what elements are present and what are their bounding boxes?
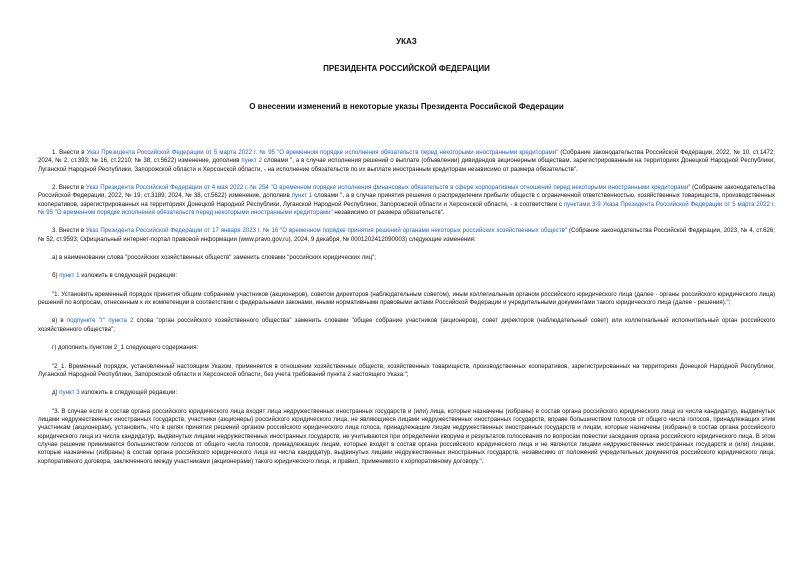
- subitem-b: б) пункт 1 изложить в следующей редакции:: [52, 272, 178, 280]
- subitem-a: а) в наименовании слова "российских хозяйственных обществ" заменить словами "российских юридических лиц";: [52, 254, 376, 262]
- doc-type-title: УКАЗ: [396, 37, 417, 46]
- link-decree-254-point-1[interactable]: пункт 1: [291, 192, 313, 200]
- subitem-v: в) в подпункте "г" пункта 2 слова "орган российского хозяйственного общества" заменить словами "общее собрание участников (акционеров), совет директоров (наблюдательный совет) или коллегиальный исполнительный орган российского хозяйственного общества";: [38, 317, 775, 333]
- link-decree-16[interactable]: Указ Президента Российской Федерации от 17 января 2023 г. № 16 "О временном порядке принятия решений органами некоторых российских хозяйственных обществ": [85, 227, 568, 235]
- quoted-point-1: "1. Установить временный порядок принятия общим собранием участников (акционеров), советом директоров (наблюдательным советом), иным коллегиальным органом российского юридического лица (далее - органы российского юридического лица) решений по вопросам, отнесенным к их компетенции в соответствии с федеральными законами, иными нормативными правовыми актами Российской Федерации и учредительными документами такого юридического лица (далее - решения).";: [38, 290, 775, 307]
- link-point-1[interactable]: пункт 1: [59, 272, 80, 280]
- link-decree-254[interactable]: Указ Президента Российской Федерации от 4 мая 2022 г. № 254 "О временном порядке исполнения финансовых обязательств в сфере корпоративных отношений перед некоторыми иностранными кредиторами": [85, 184, 691, 192]
- link-decree-95[interactable]: Указ Президента Российской Федерации от 5 марта 2022 г. № 95 "О временном порядке исполнения обязательств перед некоторыми иностранными кредиторами": [86, 149, 559, 156]
- subitem-g: г) дополнить пунктом 2_1 следующего содержания:: [52, 344, 199, 352]
- issuer-title: ПРЕЗИДЕНТА РОССИЙСКОЙ ФЕДЕРАЦИИ: [323, 64, 490, 73]
- subitem-d: д) пункт 3 изложить в следующей редакции:: [52, 389, 178, 397]
- link-subpoint-g-point-2[interactable]: подпункте "г" пункта 2: [66, 317, 134, 325]
- link-decree-95-points-3-9[interactable]: пунктами 3-9 Указа Президента Российской Федерации от 5 марта 2022 г. № 95 "О временном порядке исполнения обязательств перед некоторыми иностранными кредиторами": [38, 200, 775, 217]
- paragraph-3: 3. Внести в Указ Президента Российской Федерации от 17 января 2023 г. № 16 "О временном порядке принятия решений органами некоторых российских хозяйственных обществ" (Собрание законодательства Российской Федерации, 2023, № 4, ст.626; № 52, ст.9593; Официальный интернет-портал правовой информации (www.pravo.gov.ru), 2024, 9 декабря, № 0001202412090003) следующие изменения:: [38, 227, 775, 243]
- paragraph-1: 1. Внести в Указ Президента Российской Федерации от 5 марта 2022 г. № 95 "О временном порядке исполнения обязательств перед некоторыми иностранными кредиторами" (Собрание законодательства Российской Федерации, 2022, № 10, ст.1472; 2024, № 2, ст.393; № 16, ст.2210; № 38, ст.5622) изменение, дополнив пункт 2 словами ", а в случае исполнения решений о выплате (объявлении) дивидендов акционерным обществам, зарегистрированным на территориях Донецкой Народной Республики, Луганской Народной Республики, Запорожской области и Херсонской области, - на исполнение обязательств по их выплате иностранным кредиторам независимо от размера обязательств".: [38, 149, 776, 173]
- paragraph-2: 2. Внести в Указ Президента Российской Федерации от 4 мая 2022 г. № 254 "О временном порядке исполнения финансовых обязательств в сфере корпоративных отношений перед некоторыми иностранными кредиторами" (Собрание законодательства Российской Федерации, 2022, № 19, ст.3189; 2024, № 38, ст.5622) изменение, дополнив пункт 1 словами ", а в случае принятия решения о распределении прибыли обществ с ограниченной ответственностью, хозяйственных товариществ, производственных кооперативов, зарегистрированных на территориях Донецкой Народной Республики, Луганской Народной Республики, Запорожской области и Херсонской области, - в соответствии с пунктами 3-9 Указа Президента Российской Федерации от 5 марта 2022 г. № 95 "О временном порядке исполнения обязательств перед некоторыми иностранными кредиторами" независимо от размера обязательств".: [38, 184, 776, 217]
- quoted-point-3: "3. В случае если в состав органа российского юридического лица входят лица недружественных иностранных государств и (или) лица, которые назначены (избраны) в состав органа российского юридического лица из числа кандидатур, выдвинутых лицами недружественных иностранных государств, участники (акционеры) российского юридического лица, не являющиеся лицами недружественных иностранных государств, вправе большинством голосов от общего числа голосов, принадлежащих этим участникам (акционерам), установить, что в целях принятия решений органом российского юридического лица голоса, принадлежащие лицам недружественных иностранных государств и лицам, которые назначены (избраны) в состав органа российского юридического лица из числа кандидатур, выдвинутых лицами недружественных иностранных государств, не учитываются при определении кворума и результатов голосования по вопросам повестки заседания органа российского юридического лица. В этом случае решение принимается большинством голосов от общего числа голосов, принадлежащих лицам, которые входят в состав органа российского юридического лица и не являются лицами недружественных иностранных государств и (или) лицами, которые назначены (избраны) в состав органа российского юридического лица из числа кандидатур, выдвинутых лицами недружественных иностранных государств, независимо от положений учредительных документов российского юридического лица, корпоративного договора, заключенного между участниками (акционерами) такого юридического лица, и правил, применимого к корпоративному договору.".: [38, 407, 775, 465]
- link-decree-95-point-2[interactable]: пункт 2: [241, 157, 262, 165]
- link-point-3[interactable]: пункт 3: [59, 389, 80, 397]
- decree-subject-title: О внесении изменений в некоторые указы Президента Российской Федерации: [249, 102, 564, 111]
- quoted-point-2-1: "2_1. Временный порядок, установленный настоящим Указом, применяется в отношении хозяйственных обществ, хозяйственных товариществ, производственных кооперативов, зарегистрированных на территориях Донецкой Народной Республики, Луганской Народной Республики, Запорожской области и Херсонской области, без учета требований пункта 2 настоящего Указа.";: [38, 362, 775, 378]
